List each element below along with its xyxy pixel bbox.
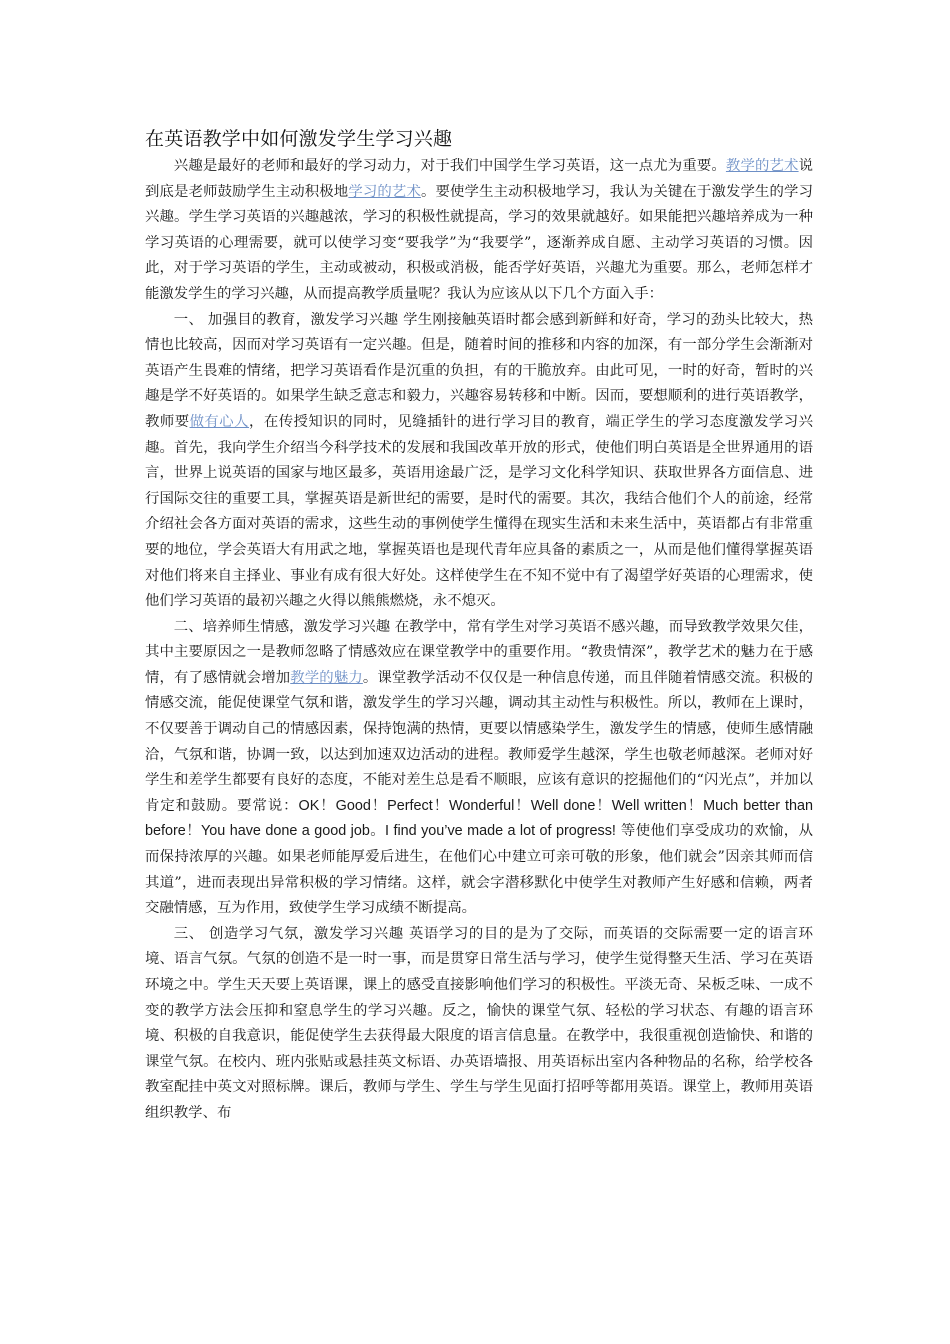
section-1-text-1: 一、 加强目的教育，激发学习兴趣 学生刚接触英语时都会感到新鲜和好奇，学习的劲头比较大，热情也比较高，因而对学习英语有一定兴趣。但是，随着时间的推移和内容的加深，有一部分学生会渐渐对英语产生畏难的情绪，把学习英语看作是沉重的负担，有的干脆放弃。由此可见，一时的好奇，暂时的兴趣是学不好英语的。如果学生缺乏意志和毅力，兴趣容易转移和中断。因而，要想顺利的进行英语教学，教师要	[145, 311, 813, 430]
intro-text-2: 说到底是老师鼓励学生主动积极地	[145, 158, 813, 200]
link-teaching-charm[interactable]: 教学的魅力	[290, 669, 363, 686]
section-2-english-praise: OK！Good！Perfect！Wonderful！Well done！Well written！Much better than before！You have done a good job。I find you’ve made a lot of progress!	[145, 797, 813, 840]
link-be-attentive[interactable]: 做有心人	[189, 413, 249, 430]
intro-text-3: 。要使学生主动积极地学习，我认为关键在于激发学生的学习兴趣。学生学习英语的兴趣越浓，学习的积极性就提高，学习的效果就越好。如果能把兴趣培养成为一种学习英语的心理需要，就可以使学习变“要我学”为“我要学”，逐渐养成自愿、主动学习英语的习惯。因此，对于学习英语的学生，主动或被动，积极或消极，能否学好英语，兴趣尤为重要。那么，老师怎样才能激发学生的学习兴趣，从而提高教学质量呢？我认为应该从以下几个方面入手：	[145, 183, 813, 302]
section-1-paragraph	[145, 308, 813, 615]
section-3-text-1: 三、 创造学习气氛，激发学习兴趣 英语学习的目的是为了交际，而英语的交际需要一定的语言环境、语言气氛。气氛的创造不是一时一事，而是贯穿日常生活与学习，使学生觉得整天生活、学习在英语环境之中。学生天天要上英语课，课上的感受直接影响他们学习的积极性。平淡无奇、呆板乏味、一成不变的教学方法会压抑和窒息学生的学习兴趣。反之，愉快的课堂气氛、轻松的学习状态、有趣的语言环境、积极的自我意识，能促使学生去获得最大限度的语言信息量。在教学中，我很重视创造愉快、和谐的课堂气氛。在校内、班内张贴或悬挂英文标语、办英语墙报、用英语标出室内各种物品的名称，给学校各教室配挂中英文对照标牌。课后，教师与学生、学生与学生见面打招呼等都用英语。课堂上，教师用英语组织教学、布	[145, 925, 813, 1121]
link-learning-art[interactable]: 学习的艺术	[348, 183, 421, 200]
intro-paragraph	[145, 154, 813, 308]
section-1-text-2: ，在传授知识的同时，见缝插针的进行学习目的教育，端正学生的学习态度激发学习兴趣。首先，我向学生介绍当今科学技术的发展和我国改革开放的形式，使他们明白英语是全世界通用的语言，世界上说英语的国家与地区最多，英语用途最广泛，是学习文化科学知识、获取世界各方面信息、进行国际交往的重要工具，掌握英语是新世纪的需要，是时代的需要。其次，我结合他们个人的前途，经常介绍社会各方面对英语的需求，这些生动的事例使学生懂得在现实生活和未来生活中，英语都占有非常重要的地位，学会英语大有用武之地，掌握英语也是现代青年应具备的素质之一，从而是他们懂得掌握英语对他们将来自主择业、事业有成有很大好处。这样使学生在不知不觉中有了渴望学好英语的心理需求，使他们学习英语的最初兴趣之火得以熊熊燃烧，永不熄灭。	[145, 413, 813, 610]
section-2-text-1: 二、培养师生情感，激发学习兴趣 在教学中，常有学生对学习英语不感兴趣，而导致教学效果欠佳，其中主要原因之一是教师忽略了情感效应在课堂教学中的重要作用。“教贵情深”，教学艺术的魅力在于感情，有了感情就会增加	[145, 618, 813, 686]
intro-text-1: 兴趣是最好的老师和最好的学习动力，对于我们中国学生学习英语，这一点尤为重要。	[173, 158, 726, 174]
section-2-paragraph	[145, 615, 813, 922]
section-2-text-2: 。课堂教学活动不仅仅是一种信息传递，而且伴随着情感交流。积极的情感交流，能促使课堂气氛和谐，激发学生的学习兴趣，调动其主动性与积极性。所以，教师在上课时，不仅要善于调动自己的情感因素，保持饱满的热情，更要以情感染学生，激发学生的情感，使师生感情融洽，气氛和谐，协调一致，以达到加速双边活动的进程。教师爱学生越深，学生也敬老师越深。老师对好学生和差学生都要有良好的态度，不能对差生总是看不顺眼，应该有意识的挖掘他们的“闪光点”，并加以肯定和鼓励。要常说：	[145, 669, 813, 814]
document-page	[145, 124, 813, 1127]
document-title: 在英语教学中如何激发学生学习兴趣	[145, 128, 453, 150]
section-3-paragraph	[145, 922, 813, 1127]
section-2-text-3: 等使他们享受成功的欢愉，从而保持浓厚的兴趣。如果老师能厚爱后进生，在他们心中建立可亲可敬的形象，他们就会”因亲其师而信其道”，进而表现出异常积极的学习情绪。这样，就会字潜移默化中使学生对教师产生好感和信赖，两者交融情感，互为作用，致使学生学习成绩不断提高。	[145, 823, 813, 917]
link-teaching-art[interactable]: 教学的艺术	[725, 158, 799, 174]
